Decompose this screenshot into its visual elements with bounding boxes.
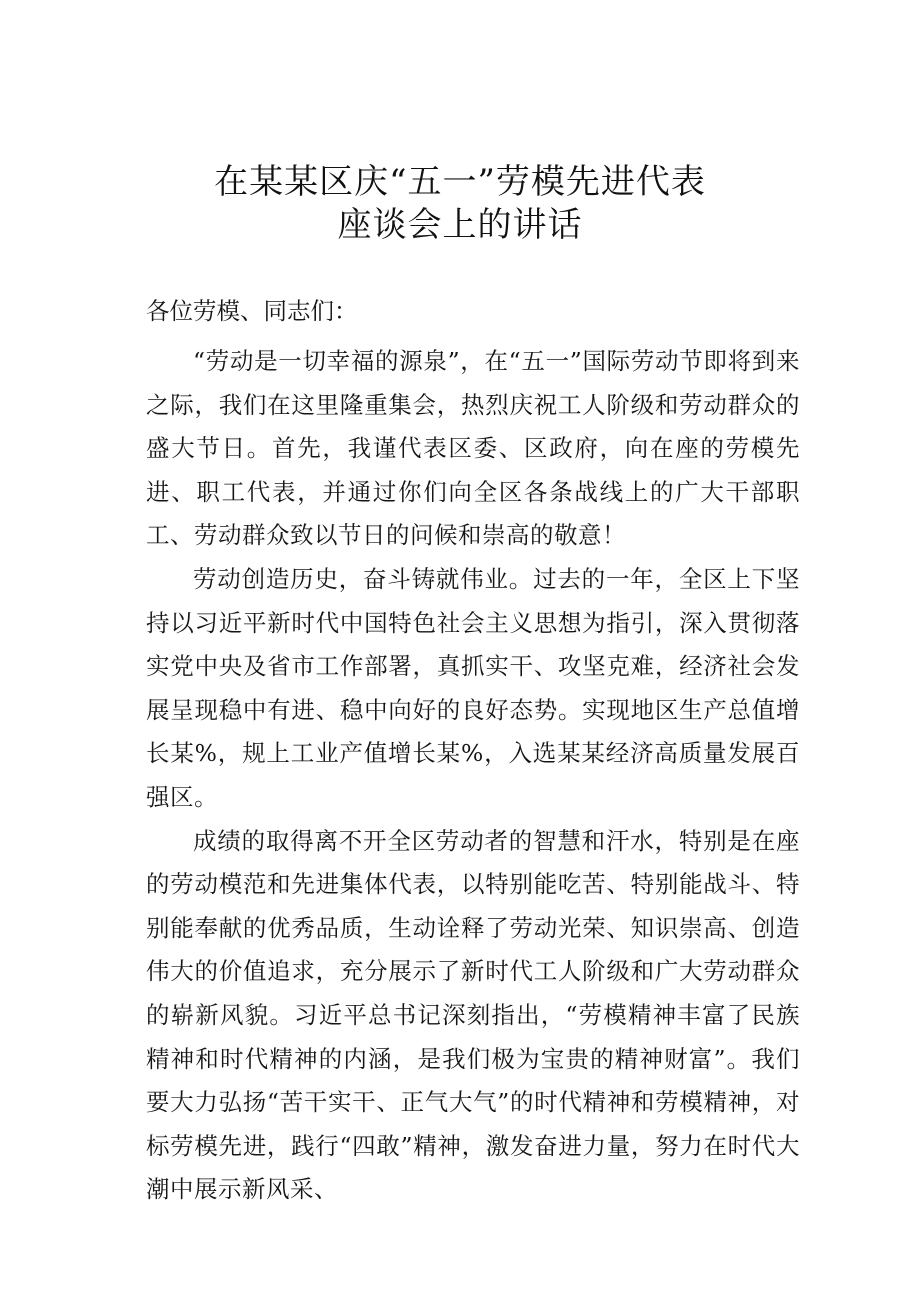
document-title-line-2: 座谈会上的讲话 bbox=[337, 205, 583, 245]
paragraph-3: 成绩的取得离不开全区劳动者的智慧和汗水，特别是在座的劳动模范和先进集体代表，以特别能吃苦、特别能战斗、特别能奉献的优秀品质，生动诠释了劳动光荣、知识崇高、创造伟大的价值追求，充分展示了新时代工人阶级和广大劳动群众的崭新风貌。习近平总书记深刻指出，“劳模精神丰富了民族精神和时代精神的内涵，是我们极为宝贵的精神财富”。我们要大力弘扬“苦干实干、正气大气”的时代精神和劳模精神，对标劳模先进，践行“四敢”精神，激发奋进力量，努力在时代大潮中展示新风采、 bbox=[146, 826, 800, 1204]
paragraph-1: “劳动是一切幸福的源泉”，在“五一”国际劳动节即将到来之际，我们在这里隆重集会，热烈庆祝工人阶级和劳动群众的盛大节日。首先，我谨代表区委、区政府，向在座的劳模先进、职工代表，并通过你们向全区各条战线上的广大干部职工、劳动群众致以节日的问候和崇高的敬意！ bbox=[146, 347, 800, 550]
paragraph-2: 劳动创造历史，奋斗铸就伟业。过去的一年，全区上下坚持以习近平新时代中国特色社会主义思想为指引，深入贯彻落实党中央及省市工作部署，真抓实干、攻坚克难，经济社会发展呈现稳中有进、稳中向好的良好态势。实现地区生产总值增长某%，规上工业产值增长某%，入选某某经济高质量发展百强区。 bbox=[146, 564, 800, 811]
document-title-line-1: 在某某区庆“五一”劳模先进代表 bbox=[214, 162, 706, 202]
salutation: 各位劳模、同志们： bbox=[146, 297, 358, 325]
document-body bbox=[146, 340, 800, 1212]
